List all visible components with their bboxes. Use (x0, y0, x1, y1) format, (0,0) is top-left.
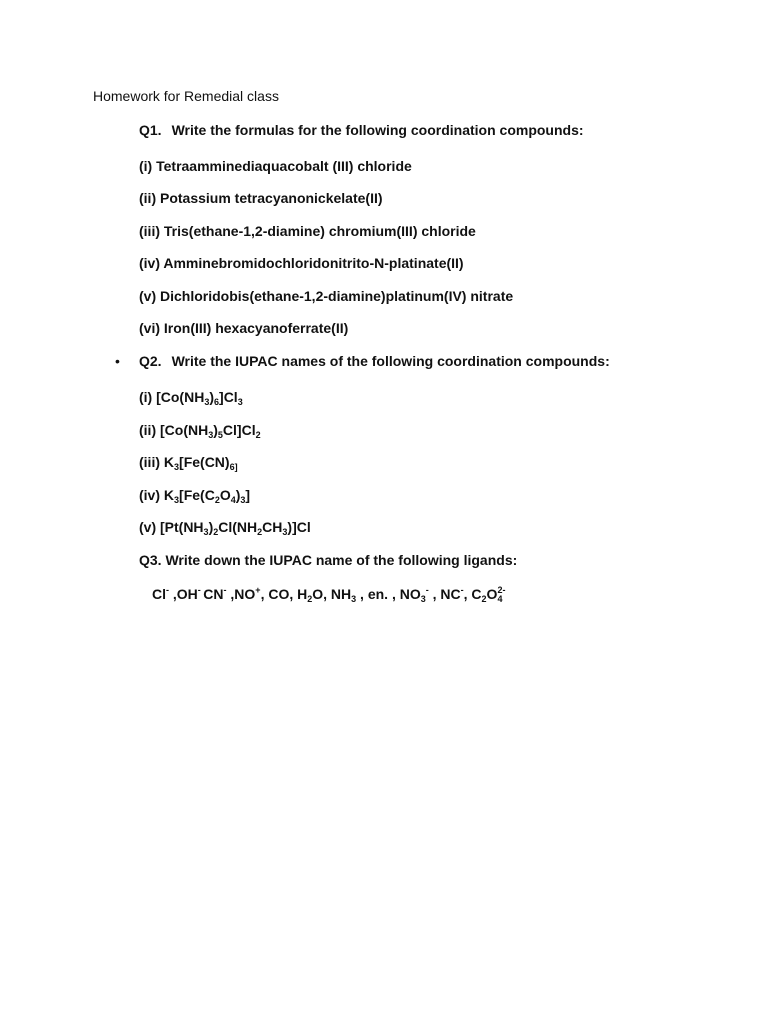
q1-number: Q1. (139, 122, 162, 138)
formula-part: Cl]Cl (222, 422, 256, 438)
q1-item-1: (i) Tetraamminediaquacobalt (III) chloride (139, 158, 412, 174)
ligand-text: Cl (152, 586, 166, 602)
subscript: 4 (497, 594, 503, 604)
subscript: 6] (229, 462, 238, 472)
ligand-text: CN (203, 586, 224, 602)
item-label: (i) (139, 389, 157, 405)
subscript: 3 (208, 430, 214, 440)
formula-part: [Fe(CN) (179, 454, 230, 470)
formula-part: [Co(NH (160, 422, 209, 438)
item-label: (ii) (139, 422, 160, 438)
subscript: 3 (237, 397, 243, 407)
q2-prompt: Write the IUPAC names of the following coordination compounds: (171, 353, 610, 369)
q2-item-5 (139, 518, 311, 536)
formula-part: [Fe(C (179, 487, 215, 503)
subscript: 3 (204, 397, 210, 407)
subscript: 3 (203, 527, 209, 537)
q2-bullet: • (115, 353, 120, 369)
ligand-text: O (486, 586, 498, 602)
item-label: (v) (139, 519, 160, 535)
formula-part: )]Cl (287, 519, 311, 535)
item-label: (iv) (139, 487, 164, 503)
formula-part: CH (262, 519, 283, 535)
formula-part: ) (209, 389, 215, 405)
q2-item-1 (139, 388, 243, 406)
subscript: 5 (217, 430, 223, 440)
subscript: 6 (214, 397, 220, 407)
formula-part: O (219, 487, 231, 503)
superscript: - (197, 585, 204, 595)
document-title: Homework for Remedial class (93, 88, 279, 104)
q2-number: Q2. (139, 353, 162, 369)
subscript: 4 (230, 495, 236, 505)
ligand-text: , C (463, 586, 482, 602)
q2-item-2 (139, 421, 261, 439)
formula-part: ]Cl (219, 389, 238, 405)
superscript: 2- (497, 585, 506, 595)
superscript: - (223, 585, 227, 595)
subscript: 2 (214, 495, 220, 505)
subscript: 3 (351, 594, 357, 604)
q1-item-3: (iii) Tris(ethane-1,2-diamine) chromium(III) chloride (139, 223, 476, 239)
q2-heading (139, 352, 610, 370)
superscript: - (425, 585, 429, 595)
ligand-text: O, NH (312, 586, 352, 602)
subscript: 3 (240, 495, 246, 505)
formula-part: [Co(NH (156, 389, 205, 405)
formula-part: K (163, 487, 175, 503)
formula-part: ) (235, 487, 241, 503)
formula-part: Cl(NH (218, 519, 258, 535)
q1-heading (139, 121, 584, 139)
superscript: + (255, 585, 261, 595)
ligand-text: , NC (428, 586, 461, 602)
ligand-text: , en. , NO (356, 586, 421, 602)
formula-part: K (163, 454, 175, 470)
subscript: 3 (282, 527, 288, 537)
superscript: - (166, 585, 169, 595)
q3-heading: Q3. Write down the IUPAC name of the following ligands: (139, 552, 518, 568)
subscript: 3 (420, 594, 426, 604)
subscript: 2 (213, 527, 219, 537)
subscript: 2 (255, 430, 261, 440)
formula-part: [Pt(NH (160, 519, 204, 535)
q1-item-4: (iv) Amminebromidochloridonitrito-N-platinate(II) (139, 255, 464, 271)
q1-item-6: (vi) Iron(III) hexacyanoferrate(II) (139, 320, 349, 336)
formula-part: ) (208, 519, 214, 535)
q1-prompt: Write the formulas for the following coordination compounds: (171, 122, 584, 138)
item-label: (iii) (139, 454, 164, 470)
subscript: 2 (307, 594, 313, 604)
formula-part: ] (245, 487, 251, 503)
subscript: 2 (257, 527, 263, 537)
q1-item-5: (v) Dichloridobis(ethane-1,2-diamine)platinum(IV) nitrate (139, 288, 514, 304)
ligand-text: ,OH (169, 586, 198, 602)
q1-item-2: (ii) Potassium tetracyanonickelate(II) (139, 190, 383, 206)
subscript: 3 (174, 495, 180, 505)
q3-ligand-list (152, 585, 505, 603)
q2-item-4 (139, 486, 250, 504)
ligand-text: , CO, H (260, 586, 308, 602)
superscript: - (460, 585, 464, 595)
q2-item-3 (139, 453, 238, 471)
subscript: 3 (174, 462, 180, 472)
formula-part: ) (213, 422, 218, 438)
subscript: 2 (481, 594, 487, 604)
ligand-text: ,NO (226, 586, 256, 602)
